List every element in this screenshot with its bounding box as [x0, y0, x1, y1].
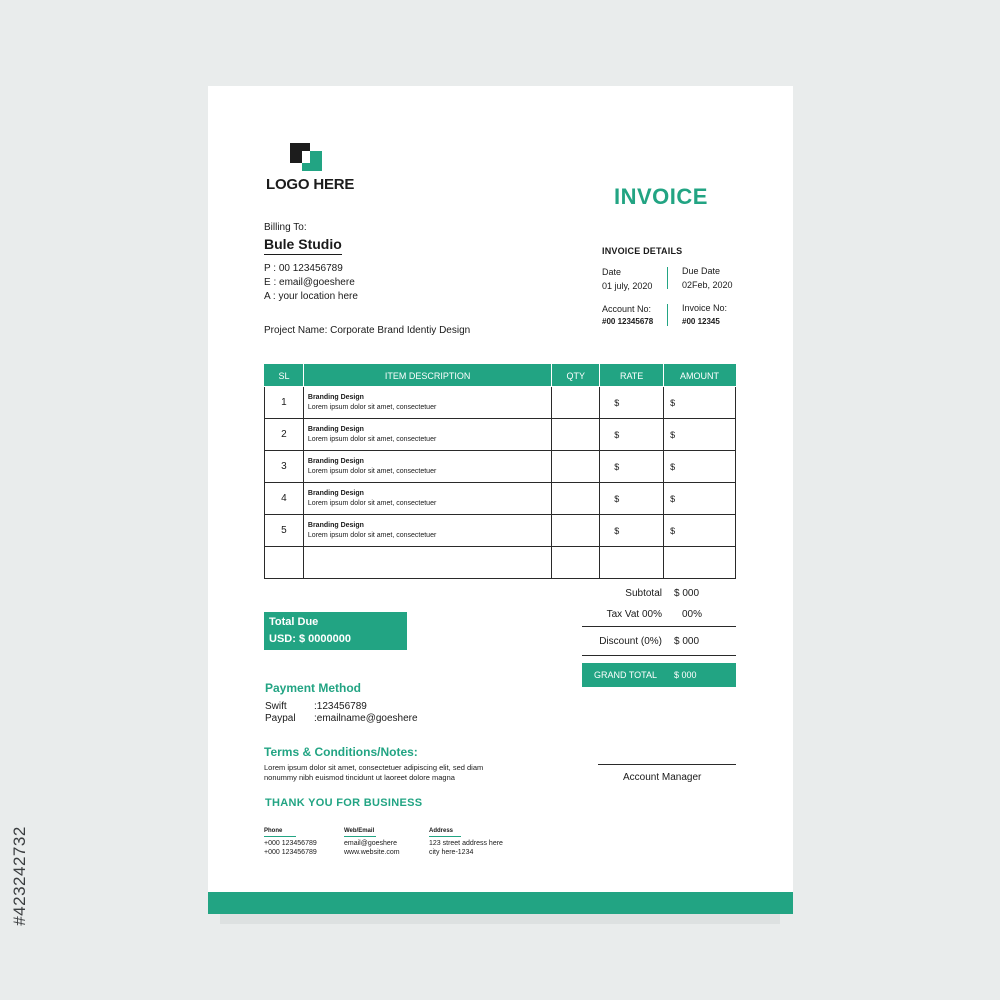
billing-address: A : your location here	[264, 291, 358, 302]
row-subtitle: Lorem ipsum dolor sit amet, consectetuer	[307, 435, 437, 443]
row-sl: 2	[265, 419, 304, 451]
footer-underline	[429, 836, 461, 837]
total-due-label: Total Due	[269, 616, 319, 628]
billing-email: E : email@goeshere	[264, 277, 355, 288]
discount-value: $ 000	[674, 636, 700, 647]
table-row-empty	[265, 547, 736, 579]
footer-web-column	[344, 828, 400, 857]
subtotal-value: $ 000	[674, 588, 700, 599]
row-sl: 4	[265, 483, 304, 515]
billing-label: Billing To:	[264, 222, 307, 233]
footer-address-column	[429, 828, 503, 857]
footer-underline	[344, 836, 376, 837]
total-due-box	[264, 612, 407, 650]
date-label: Date	[602, 267, 622, 277]
project-name: Project Name: Corporate Brand Identiy Design	[264, 325, 471, 336]
header-qty: QTY	[552, 365, 600, 387]
grand-total-value: $ 000	[674, 670, 697, 680]
row-description	[303, 515, 551, 547]
row-title: Branding Design	[307, 457, 364, 465]
row-description	[303, 419, 551, 451]
row-qty	[552, 515, 600, 547]
row-sl: 1	[265, 387, 304, 419]
invoice-no-label: Invoice No:	[682, 303, 728, 313]
row-description	[303, 387, 551, 419]
table-row	[265, 419, 736, 451]
table-row	[265, 387, 736, 419]
subtotal-label: Subtotal	[625, 588, 662, 599]
grand-total-label: GRAND TOTAL	[594, 670, 658, 680]
terms-line: Lorem ipsum dolor sit amet, consectetuer adipiscing elit, sed diam	[264, 763, 484, 772]
footer-accent-bar	[208, 892, 793, 914]
footer-phone-1: +000 123456789	[264, 840, 317, 847]
table-row	[265, 515, 736, 547]
invoice-no-value: #00 12345	[682, 317, 720, 326]
footer-underline	[264, 836, 296, 837]
account-no-value: #00 12345678	[602, 317, 654, 326]
stock-id-label: #423242732	[10, 826, 29, 926]
total-due-value: USD: $ 0000000	[269, 633, 351, 645]
header-amount: AMOUNT	[664, 365, 736, 387]
header-rate: RATE	[600, 365, 664, 387]
row-amount: $	[664, 515, 736, 547]
row-rate: $	[600, 515, 664, 547]
header-item-description: ITEM DESCRIPTION	[303, 365, 551, 387]
date-value: 01 july, 2020	[602, 281, 653, 291]
table-row	[265, 483, 736, 515]
invoice-page	[208, 86, 793, 914]
row-subtitle: Lorem ipsum dolor sit amet, consectetuer	[307, 403, 437, 411]
footer-phone-label: Phone	[264, 828, 283, 834]
row-subtitle: Lorem ipsum dolor sit amet, consectetuer	[307, 467, 437, 475]
invoice-title: INVOICE	[614, 184, 708, 209]
account-manager-label: Account Manager	[623, 772, 702, 783]
terms-line: nonummy nibh euismod tincidunt ut laoreet dolore magna	[264, 773, 455, 782]
footer-phone-column	[264, 828, 317, 857]
footer-email: email@goeshere	[344, 840, 398, 847]
payment-method-heading: Payment Method	[265, 681, 362, 695]
client-name: Bule Studio	[264, 236, 342, 255]
row-title: Branding Design	[307, 425, 364, 433]
swift-label: Swift	[265, 701, 287, 712]
footer-address-1: 123 street address here	[429, 840, 503, 847]
row-description	[303, 483, 551, 515]
row-title: Branding Design	[307, 489, 364, 497]
logo-text: LOGO HERE	[266, 176, 355, 193]
row-title: Branding Design	[307, 393, 364, 401]
row-amount: $	[664, 451, 736, 483]
footer-address-label: Address	[429, 828, 454, 834]
tax-label: Tax Vat 00%	[606, 609, 662, 620]
row-title: Branding Design	[307, 521, 364, 529]
row-qty	[552, 451, 600, 483]
due-date-value: 02Feb, 2020	[682, 280, 733, 290]
row-rate: $	[600, 451, 664, 483]
paypal-value: :emailname@goeshere	[314, 713, 418, 724]
summary-divider	[582, 626, 736, 627]
row-amount: $	[664, 387, 736, 419]
tax-value: 00%	[682, 609, 703, 620]
details-divider	[667, 267, 668, 289]
account-no-label: Account No:	[602, 304, 652, 314]
row-description	[303, 451, 551, 483]
row-amount: $	[664, 419, 736, 451]
row-rate: $	[600, 387, 664, 419]
header-sl: SL	[265, 365, 304, 387]
footer-address-2: city here-1234	[429, 849, 474, 856]
details-divider	[667, 304, 668, 326]
due-date-label: Due Date	[682, 266, 721, 276]
row-amount: $	[664, 483, 736, 515]
billing-phone: P : 00 123456789	[264, 263, 343, 274]
row-qty	[552, 483, 600, 515]
paypal-label: Paypal	[265, 713, 296, 724]
row-sl: 3	[265, 451, 304, 483]
discount-label: Discount (0%)	[599, 636, 662, 647]
swift-value: :123456789	[314, 701, 367, 712]
signature-line	[598, 764, 736, 765]
invoice-details-title: INVOICE DETAILS	[602, 246, 683, 256]
row-rate: $	[600, 419, 664, 451]
table-header-row	[265, 365, 736, 387]
summary-divider	[582, 655, 736, 656]
row-rate: $	[600, 483, 664, 515]
table-row	[265, 451, 736, 483]
footer-phone-2: +000 123456789	[264, 849, 317, 856]
row-subtitle: Lorem ipsum dolor sit amet, consectetuer	[307, 531, 437, 539]
row-subtitle: Lorem ipsum dolor sit amet, consectetuer	[307, 499, 437, 507]
grand-total-box	[582, 663, 736, 687]
footer-website: www.website.com	[344, 849, 400, 856]
footer-web-label: Web/Email	[344, 828, 375, 834]
thank-you-text: THANK YOU FOR BUSINESS	[265, 797, 423, 809]
logo-icon	[290, 143, 324, 171]
items-table	[264, 364, 736, 579]
row-qty	[552, 387, 600, 419]
row-qty	[552, 419, 600, 451]
terms-text	[264, 763, 524, 783]
terms-heading: Terms & Conditions/Notes:	[264, 745, 418, 759]
row-sl: 5	[265, 515, 304, 547]
